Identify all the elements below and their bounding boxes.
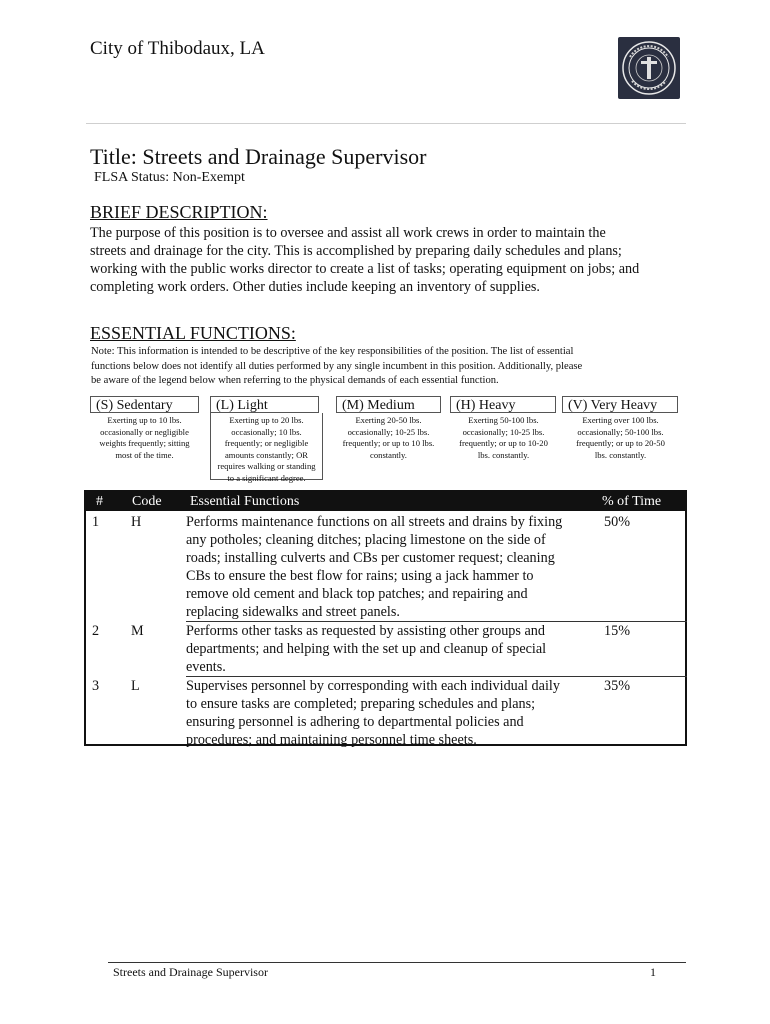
function-line: CBs to ensure the best flow for rains; using a jack hammer to — [186, 568, 534, 584]
row-function-text — [186, 622, 596, 676]
function-line: departments; and helping with the set up and cleanup of special — [186, 641, 547, 657]
legend-desc-line: frequently; or up to 20-50 — [576, 438, 665, 449]
legend-desc-line: frequently; or negligible — [224, 438, 309, 449]
function-line: replacing sidewalks and street panels. — [186, 604, 400, 620]
row-percent-time: 50% — [604, 514, 631, 530]
legend-desc-line: occasionally; 10-25 lbs. — [347, 426, 430, 437]
column-header-code: Code — [132, 494, 162, 509]
function-line: events. — [186, 659, 226, 675]
legend-desc-line: Exerting up to 20 lbs. — [229, 415, 304, 425]
essential-functions-table — [84, 490, 687, 746]
legend-heavy-desc — [447, 415, 560, 461]
brief-line: completing work orders. Other duties include keeping an inventory of supplies. — [90, 279, 540, 295]
column-header-number: # — [96, 494, 103, 509]
legend-desc-line: weights frequently; sitting — [99, 438, 190, 449]
legend-desc-line: lbs. constantly. — [594, 449, 647, 460]
header-divider — [86, 123, 686, 124]
legend-desc-line: occasionally; 10-25 lbs. — [462, 426, 545, 437]
function-line: any potholes; cleaning ditches; placing limestone on the side of — [186, 532, 546, 548]
legend-light-label: (L) Light — [210, 396, 319, 413]
legend-desc-line: amounts constantly; OR — [224, 449, 309, 460]
organization-name: City of Thibodaux, LA — [90, 38, 265, 59]
row-number: 2 — [92, 623, 100, 639]
function-line: Performs maintenance functions on all streets and drains by fixing — [186, 514, 563, 530]
row-number: 1 — [92, 514, 100, 530]
note-line: functions below does not identify all duties performed by any single incumbent in this position. Additionally, please — [91, 360, 583, 372]
note-line: be aware of the legend below when referring to the physical demands of each essential function. — [91, 375, 499, 386]
brief-line: working with the public works director to create a list of tasks; operating equipment on jobs; and — [90, 261, 640, 277]
column-header-percent-time: % of Time — [602, 494, 662, 509]
legend-light-desc — [210, 415, 323, 485]
legend-desc-line: constantly. — [370, 449, 407, 460]
function-line: procedures; and maintaining personnel time sheets. — [186, 732, 477, 748]
legend-desc-line: occasionally; 10 lbs. — [231, 426, 302, 437]
legend-desc-line: Exerting 50-100 lbs. — [468, 415, 539, 425]
legend-very-heavy-desc — [564, 415, 677, 461]
legend-sedentary-desc — [88, 415, 201, 461]
note-line: Note: This information is intended to be descriptive of the key responsibilities of the position. The list of essential — [91, 346, 574, 357]
legend-desc-line: Exerting over 100 lbs. — [582, 415, 659, 425]
row-percent-time: 35% — [604, 678, 631, 694]
column-header-functions: Essential Functions — [190, 494, 300, 509]
row-code: H — [131, 514, 142, 530]
footer-divider — [108, 962, 686, 963]
function-line: remove old cement and black top patches; and repairing and — [186, 586, 528, 602]
row-function-text — [186, 513, 596, 621]
row-function-text — [186, 677, 596, 749]
essential-note — [91, 345, 691, 389]
legend-medium-desc — [332, 415, 445, 461]
flsa-status: FLSA Status: Non-Exempt — [94, 170, 245, 185]
job-title: Title: Streets and Drainage Supervisor — [90, 144, 427, 169]
footer-document-name: Streets and Drainage Supervisor — [113, 965, 268, 979]
function-line: roads; installing culverts and CBs per customer request; cleaning — [186, 550, 555, 566]
physical-demands-legend — [86, 396, 682, 482]
page-number: 1 — [650, 965, 656, 979]
row-percent-time: 15% — [604, 623, 631, 639]
city-seal-logo — [618, 37, 680, 99]
row-code: M — [131, 623, 144, 639]
legend-desc-line: lbs. constantly. — [477, 449, 530, 460]
table-header-row — [86, 492, 685, 511]
legend-desc-line: requires walking or standing — [217, 461, 316, 472]
function-line: Supervises personnel by corresponding with each individual daily — [186, 678, 560, 694]
legend-desc-line: Exerting 20-50 lbs. — [355, 415, 422, 425]
legend-desc-line: Exerting up to 10 lbs. — [107, 415, 182, 425]
legend-desc-line: occasionally or negligible — [100, 426, 189, 437]
legend-desc-line: frequently; or up to 10-20 — [459, 438, 548, 449]
legend-desc-line: occasionally; 50-100 lbs. — [577, 426, 664, 437]
row-code: L — [131, 678, 140, 694]
essential-functions-heading: ESSENTIAL FUNCTIONS: — [90, 323, 296, 343]
function-line: ensuring personnel is adhering to departmental policies and — [186, 714, 524, 730]
brief-description-text — [90, 224, 688, 296]
row-number: 3 — [92, 678, 100, 694]
brief-line: The purpose of this position is to oversee and assist all work crews in order to maintain the — [90, 225, 606, 241]
legend-desc-line: frequently; or up to 10 lbs. — [342, 438, 435, 449]
function-line: Performs other tasks as requested by assisting other groups and — [186, 623, 545, 639]
function-line: to ensure tasks are completed; preparing schedules and plans; — [186, 696, 536, 712]
legend-sedentary-label: (S) Sedentary — [90, 396, 199, 413]
legend-desc-line: to a significant degree. — [227, 472, 306, 483]
legend-medium-label: (M) Medium — [336, 396, 441, 413]
brief-line: streets and drainage for the city. This is accomplished by preparing daily schedules and plans; — [90, 243, 622, 259]
legend-very-heavy-label: (V) Very Heavy — [562, 396, 678, 413]
brief-description-heading: BRIEF DESCRIPTION: — [90, 202, 268, 222]
legend-heavy-label: (H) Heavy — [450, 396, 556, 413]
legend-desc-line: most of the time. — [115, 449, 174, 460]
